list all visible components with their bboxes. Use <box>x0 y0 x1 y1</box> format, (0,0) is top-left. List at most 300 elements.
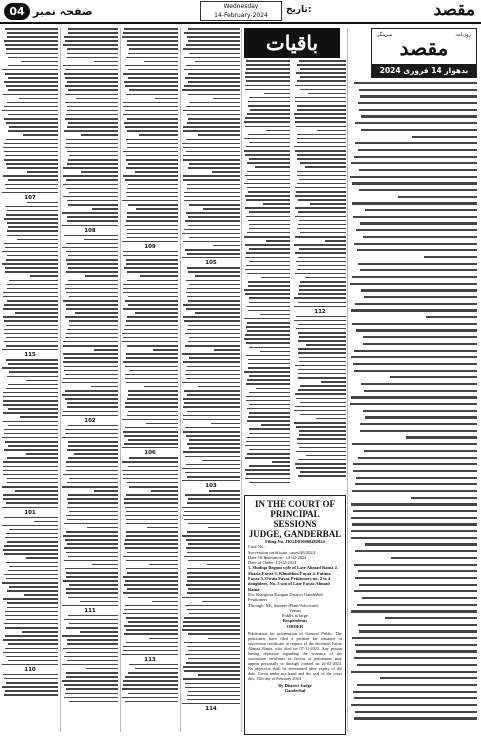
date: 14-February-2024 <box>214 12 268 19</box>
text-line <box>124 81 178 83</box>
text-line <box>126 94 178 96</box>
text-line <box>127 237 178 239</box>
text-line <box>357 664 477 666</box>
text-line <box>126 629 178 631</box>
text-line <box>245 154 290 156</box>
text-line <box>7 284 58 286</box>
text-line <box>294 422 346 424</box>
text-line <box>183 110 240 112</box>
text-line <box>188 543 240 545</box>
text-line <box>66 515 118 517</box>
text-line <box>122 461 178 463</box>
text-line <box>352 276 477 278</box>
text-line <box>6 345 58 347</box>
text-line <box>294 146 346 148</box>
text-line <box>195 312 240 314</box>
text-line <box>67 126 118 128</box>
text-line <box>185 472 240 474</box>
text-line <box>68 556 118 558</box>
text-line <box>21 61 58 63</box>
text-line <box>65 316 118 318</box>
text-line <box>244 183 290 185</box>
text-line <box>295 97 346 99</box>
text-line <box>62 394 118 396</box>
text-line <box>299 179 346 181</box>
text-line <box>4 243 58 245</box>
text-line <box>186 370 240 372</box>
text-line <box>122 688 178 690</box>
text-line <box>188 216 240 218</box>
text-line <box>69 511 118 513</box>
text-line <box>5 648 58 650</box>
text-line <box>125 507 178 509</box>
text-line <box>188 691 240 693</box>
item-number: 105 <box>205 260 217 267</box>
text-line <box>185 654 240 656</box>
text-line <box>127 482 178 484</box>
text-line <box>295 207 346 209</box>
text-line <box>356 477 477 479</box>
text-line <box>6 359 58 361</box>
text-line <box>186 539 240 541</box>
text-line <box>3 466 58 468</box>
text-line <box>184 32 240 34</box>
text-line <box>249 302 290 304</box>
text-line <box>128 390 178 392</box>
text-line <box>4 623 58 625</box>
text-line <box>68 597 118 599</box>
text-line <box>182 597 240 599</box>
text-line <box>69 623 118 625</box>
text-line <box>128 296 178 298</box>
text-line <box>187 188 240 190</box>
text-line <box>186 44 240 46</box>
text-line <box>64 523 118 525</box>
text-line <box>298 293 346 295</box>
text-line <box>186 151 240 153</box>
text-line <box>188 588 240 590</box>
text-line <box>202 601 240 603</box>
text-line <box>65 147 118 149</box>
text-line <box>360 269 477 271</box>
text-line <box>246 400 290 402</box>
text-line <box>2 110 58 112</box>
text-line <box>6 163 58 165</box>
text-line <box>188 633 240 635</box>
residents: R/o Sharipora Kangan District Ganderbal Petitioners <box>248 591 323 603</box>
text-line <box>245 85 290 87</box>
item-number: 107 <box>24 194 36 201</box>
text-line <box>187 366 240 368</box>
text-line <box>62 212 118 214</box>
text-line <box>183 126 240 128</box>
text-line <box>354 717 477 719</box>
text-line <box>299 289 346 291</box>
text-line <box>128 597 178 599</box>
text-line <box>189 163 240 165</box>
text-line <box>62 680 118 682</box>
text-line <box>247 171 290 173</box>
text-line <box>4 118 58 120</box>
text-line <box>124 625 178 627</box>
text-line <box>351 356 477 358</box>
text-line <box>297 158 346 160</box>
masthead-daily: روزنامہ <box>455 32 471 38</box>
text-line <box>66 688 118 690</box>
text-line <box>5 441 58 443</box>
text-line <box>361 129 477 131</box>
text-line <box>249 224 290 226</box>
text-line <box>7 376 58 378</box>
text-line <box>3 421 58 423</box>
text-line <box>245 269 290 271</box>
text-line <box>68 267 118 269</box>
text-line <box>9 371 58 373</box>
text-line <box>8 77 58 79</box>
text-line <box>266 240 290 242</box>
text-line <box>184 229 240 231</box>
text-line <box>69 584 118 586</box>
text-line <box>7 288 58 290</box>
text-line <box>123 292 178 294</box>
text-line <box>128 693 178 695</box>
text-line <box>298 369 346 371</box>
text-line <box>185 374 240 376</box>
text-line <box>187 572 240 574</box>
text-line <box>122 333 178 335</box>
text-line <box>129 48 178 50</box>
text-line <box>359 169 477 171</box>
text-line <box>66 243 118 245</box>
text-line <box>245 457 290 459</box>
text-line <box>351 517 477 519</box>
text-line <box>189 102 240 104</box>
text-line <box>4 329 58 331</box>
text-line <box>188 300 240 302</box>
text-line <box>63 341 118 343</box>
text-line <box>65 77 118 79</box>
text-line <box>124 28 178 30</box>
text-line <box>126 560 178 562</box>
text-line <box>363 336 477 338</box>
text-line <box>351 396 477 398</box>
text-line <box>294 297 346 299</box>
text-line <box>2 525 58 527</box>
text-line <box>187 695 240 697</box>
text-line <box>94 490 118 492</box>
text-line <box>4 81 58 83</box>
text-line <box>184 519 240 521</box>
text-line <box>188 94 240 96</box>
text-line <box>249 449 290 451</box>
text-line <box>7 222 58 224</box>
text-line <box>357 684 477 686</box>
text-line <box>127 118 178 120</box>
text-line <box>123 646 178 648</box>
text-line <box>183 415 240 417</box>
text-block <box>62 28 118 702</box>
text-line <box>351 537 477 539</box>
text-line <box>364 390 477 392</box>
text-line <box>2 251 58 253</box>
text-line <box>186 280 240 282</box>
text-line <box>63 44 118 46</box>
text-line <box>6 578 58 580</box>
text-line <box>66 139 118 141</box>
text-line <box>15 312 58 314</box>
text-line <box>354 564 477 566</box>
text-line <box>300 89 346 91</box>
item-separator <box>122 654 178 655</box>
text-line <box>67 449 118 451</box>
text-line <box>184 200 240 202</box>
text-line <box>296 316 346 318</box>
text-line <box>247 232 290 234</box>
text-line <box>7 590 58 592</box>
text-line <box>5 690 58 692</box>
text-line <box>353 691 477 693</box>
text-line <box>183 155 240 157</box>
text-line <box>126 167 178 169</box>
text-line <box>66 292 118 294</box>
item-separator <box>122 241 178 242</box>
text-line <box>68 494 118 496</box>
text-line <box>123 650 178 652</box>
text-line <box>297 109 346 111</box>
text-line <box>92 564 118 566</box>
text-line <box>123 32 178 34</box>
text-line <box>359 584 477 586</box>
text-line <box>261 277 290 279</box>
text-line <box>189 447 240 449</box>
text-line <box>306 344 346 346</box>
text-line <box>189 204 240 206</box>
section-banner: باقیات <box>244 28 340 58</box>
text-line <box>123 337 178 339</box>
text-line <box>8 570 58 572</box>
text-line <box>123 73 178 75</box>
text-line <box>245 293 290 295</box>
text-line <box>195 61 240 63</box>
text-line <box>359 109 477 111</box>
text-line <box>321 381 346 383</box>
text-line <box>295 406 346 408</box>
text-line <box>246 252 290 254</box>
text-line <box>127 552 178 554</box>
text-line <box>3 474 58 476</box>
text-line <box>297 438 346 440</box>
text-line <box>4 449 58 451</box>
text-line <box>87 527 118 529</box>
text-line <box>151 490 178 492</box>
text-line <box>187 592 240 594</box>
text-line <box>63 474 118 476</box>
text-line <box>248 101 290 103</box>
item-separator <box>122 447 178 448</box>
text-line <box>127 588 178 590</box>
text-line <box>66 672 118 674</box>
text-line <box>247 330 290 332</box>
masthead-date-band: بدھوار 14 فروری 2024 <box>372 64 476 77</box>
text-line <box>184 390 240 392</box>
text-line <box>246 64 290 66</box>
text-line <box>123 284 178 286</box>
text-line <box>7 457 58 459</box>
text-line <box>187 576 240 578</box>
text-line <box>66 470 118 472</box>
item-number: 115 <box>24 352 36 359</box>
text-line <box>249 404 290 406</box>
text-line <box>125 427 178 429</box>
text-line <box>4 694 58 696</box>
text-line <box>66 531 118 533</box>
text-line <box>127 40 178 42</box>
text-line <box>68 615 118 617</box>
text-line <box>182 629 240 631</box>
text-line <box>248 310 290 312</box>
text-line <box>187 411 240 413</box>
text-line <box>63 345 118 347</box>
text-line <box>352 523 477 525</box>
text-line <box>355 577 477 579</box>
text-line <box>123 592 178 594</box>
text-line <box>248 359 290 361</box>
text-line <box>295 101 346 103</box>
text-line <box>64 73 118 75</box>
public: Public at large <box>282 613 308 619</box>
text-line <box>125 605 178 607</box>
text-line <box>245 117 290 119</box>
text-line <box>129 664 178 666</box>
text-line <box>249 248 290 250</box>
text-line <box>4 40 58 42</box>
order-text: Publication for information of General Public. The petitioners have filed a petition for issuance of succession certificate in respect of the deceased Fayaz Ahmad Raina, who died on 07-11-2023. Any person having objection regarding the issuance of the succession certificate in favour of petitioners may appear personally or through counsel on 26-02-2024. No objection shall be entertained after expiry of the date. Given under my hand and the seal of the court this, 13th day of February 2024. <box>248 631 342 682</box>
text-line <box>128 621 178 623</box>
text-line <box>125 366 178 368</box>
text-line <box>352 182 477 184</box>
text-line <box>182 233 240 235</box>
text-line <box>247 179 290 181</box>
text-line <box>295 85 346 87</box>
text-line <box>125 179 178 181</box>
text-line <box>354 243 477 245</box>
text-line <box>69 192 118 194</box>
text-line <box>126 511 178 513</box>
text-line <box>360 423 477 425</box>
text-line <box>351 704 477 706</box>
court-title-3: JUDGE, GANDERBAL <box>248 529 342 539</box>
text-line <box>3 404 58 406</box>
text-line <box>248 367 290 369</box>
text-line <box>123 106 178 108</box>
text-line <box>297 269 346 271</box>
text-line <box>188 658 240 660</box>
text-line <box>248 220 290 222</box>
text-line <box>26 453 58 455</box>
text-line <box>365 543 477 545</box>
text-line <box>308 93 346 95</box>
text-line <box>391 557 477 559</box>
text-line <box>65 94 118 96</box>
text-line <box>4 106 58 108</box>
item-separator <box>2 349 58 350</box>
text-line <box>123 308 178 310</box>
text-line <box>300 76 346 78</box>
text-line <box>67 110 118 112</box>
item-number: 103 <box>205 483 217 490</box>
text-line <box>184 57 240 59</box>
text-line <box>202 460 240 462</box>
text-line <box>298 324 346 326</box>
text-line <box>124 498 178 500</box>
text-line <box>249 158 290 160</box>
text-line <box>296 261 346 263</box>
text-line <box>135 312 178 314</box>
text-line <box>412 136 477 138</box>
text-line <box>124 584 178 586</box>
item-separator <box>182 480 240 481</box>
text-line <box>249 261 290 263</box>
text-line <box>186 292 240 294</box>
text-line <box>184 85 240 87</box>
item-separator <box>2 664 58 665</box>
text-line <box>353 470 477 472</box>
text-line <box>125 676 178 678</box>
order-title: ORDER <box>286 623 304 629</box>
text-line <box>390 376 477 378</box>
text-line <box>4 517 58 519</box>
text-line <box>426 316 477 318</box>
text-line <box>74 453 118 455</box>
text-line <box>64 357 118 359</box>
text-line <box>203 208 240 210</box>
item-number: 113 <box>144 656 156 663</box>
text-line <box>126 382 178 384</box>
text-line <box>8 660 58 662</box>
text-line <box>272 461 290 463</box>
text-line <box>185 494 240 496</box>
text-line <box>358 263 477 265</box>
text-line <box>64 684 118 686</box>
text-line <box>127 196 178 198</box>
text-line <box>65 433 118 435</box>
text-line <box>4 678 58 680</box>
text-line <box>246 326 290 328</box>
text-line <box>76 98 118 100</box>
text-line <box>125 85 178 87</box>
text-line <box>187 329 240 331</box>
text-line <box>246 80 290 82</box>
column-1 <box>2 28 58 734</box>
text-line <box>189 337 240 339</box>
text-line <box>126 57 178 59</box>
text-line <box>91 386 118 388</box>
text-line <box>188 167 240 169</box>
text-line <box>6 259 58 261</box>
text-line <box>298 224 346 226</box>
text-line <box>183 316 240 318</box>
text-line <box>184 511 240 513</box>
text-line <box>69 155 118 157</box>
text-line <box>184 196 240 198</box>
text-line <box>298 332 346 334</box>
text-line <box>66 333 118 335</box>
text-line <box>261 424 290 426</box>
text-line <box>187 609 240 611</box>
divider <box>347 28 348 732</box>
text-line <box>354 657 477 659</box>
text-line <box>207 564 240 566</box>
